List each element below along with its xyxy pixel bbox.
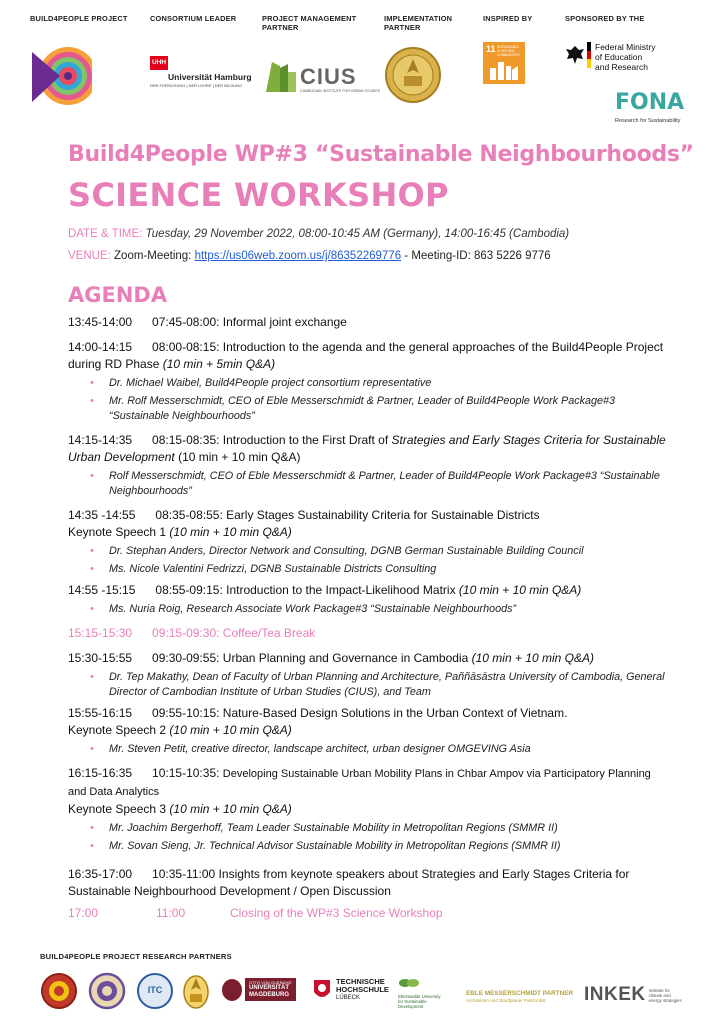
date-row	[68, 228, 569, 240]
partner-label: INSPIRED BY	[483, 14, 533, 23]
agenda-item-text: 14:35 -14:55 08:35-08:55: Early Stages Sustainability Criteria for Sustainable Districts	[68, 508, 540, 522]
thl-mark-icon	[312, 978, 332, 1002]
partner-build4people	[30, 14, 128, 23]
ovgu-line: MAGDEBURG	[249, 992, 289, 998]
agenda-item-text: 14:55 -15:15 08:55-09:15: Introduction to the Impact-Likelihood Matrix	[68, 583, 456, 597]
agenda-item-note: (10 min + 10 min Q&A)	[169, 525, 292, 539]
build4people-logo	[32, 40, 92, 110]
research-partners-label: BUILD4PEOPLE PROJECT RESEARCH PARTNERS	[40, 952, 232, 961]
inkek-line: climate and	[648, 992, 671, 998]
agenda-item	[68, 432, 668, 466]
agenda-item	[68, 866, 668, 900]
agenda-item-note: (10 min + 10 min Q&A)	[471, 651, 595, 665]
partner-label: BUILD4PEOPLE PROJECT	[30, 14, 128, 23]
speaker-bullet: • Ms. Nuria Roig, Research Associate Work Package#3 “Sustainable Neighbourhoods”	[68, 602, 668, 617]
agenda-item	[68, 582, 668, 599]
rp-logo-emp	[466, 990, 573, 1004]
partner-label: PARTNER	[384, 23, 421, 32]
agenda-item-note: (10 min + 10 min Q&A)	[169, 802, 292, 816]
partner-sdg	[483, 14, 533, 57]
city-icon	[489, 60, 519, 80]
speaker-bullet: • Mr. Joachim Bergerhoff, Team Leader Sustainable Mobility in Metropolitan Regions (SMMR II)	[68, 821, 668, 836]
rp-logo-seal-4	[182, 972, 210, 1015]
venue-suffix: - Meeting-ID: 863 5226 9776	[404, 250, 551, 262]
speaker-bullet: • Mr. Steven Petit, creative director, landscape architect, urban designer OMGEVING Asia	[68, 742, 668, 757]
fona-sub: Research for Sustainability	[615, 118, 681, 124]
rp-logo-hnee	[398, 976, 441, 1009]
partner-label: PROJECT MANAGEMENT	[262, 14, 357, 23]
agenda-item-break	[68, 625, 668, 642]
closing-time-cambodia: 17:00	[68, 906, 99, 920]
university-seal-icon	[88, 972, 126, 1010]
cius-building-icon	[262, 58, 302, 94]
speaker-bullet: • Mr. Sovan Sieng, Jr. Technical Advisor Sustainable Mobility in Metropolitan Regions (SMMR II)	[68, 839, 668, 854]
agenda-list	[68, 314, 668, 922]
hnee-leaf-icon	[398, 977, 420, 989]
speaker-bullet: • Dr. Tep Makathy, Dean of Faculty of Urban Planning and Architecture, Paññāsāstra University of Cambodia, General Director of Cambodian Institute of Urban Studies (CIUS), and Team	[68, 670, 668, 700]
partner-label: IMPLEMENTATION	[384, 14, 453, 23]
agenda-item-note: (10 min + 10 min Q&A)	[178, 450, 301, 464]
university-emblem-icon	[182, 972, 210, 1010]
inkek-line: energy strategies	[648, 997, 682, 1003]
agenda-item-note: (10 min + 10 min Q&A)	[169, 723, 292, 737]
venue-prefix: Zoom-Meeting:	[114, 250, 192, 262]
agenda-item-text: 16:35-17:00 10:35-11:00 Insights from keynote speakers about Strategies and Early Stages Criteria for Sustainable Neighbourhood Development / Open Discussion	[68, 867, 633, 898]
cius-name: CIUS	[300, 64, 357, 89]
closing-time-germany: 11:00	[156, 906, 186, 920]
rp-logo-ovgu	[222, 978, 296, 1001]
rp-logo-itc	[136, 972, 174, 1015]
agenda-heading: AGENDA	[68, 283, 168, 307]
agenda-item-note: (10 min + 5min Q&A)	[162, 357, 276, 371]
bmbf-line: Federal Ministry	[595, 42, 656, 52]
agenda-item-text: 14:15-14:35 08:15-08:35: Introduction to the First Draft of	[68, 433, 389, 447]
thl-line: TECHNISCHE	[336, 977, 385, 986]
partner-cius	[262, 14, 381, 93]
venue-label: VENUE:	[68, 250, 111, 262]
hnee-line: for Sustainable	[398, 999, 427, 1004]
agenda-item	[68, 314, 668, 331]
partner-uhh	[150, 14, 252, 88]
itc-text: ITC	[147, 985, 163, 995]
partner-implementation	[384, 14, 452, 32]
page-subtitle: Build4People WP#3 “Sustainable Neighbourhoods”	[68, 142, 694, 167]
inkek-line: Institute for	[648, 987, 670, 993]
partner-label: SPONSORED BY THE	[565, 14, 645, 23]
speaker-bullet: • Dr. Stephan Anders, Director Network and Consulting, DGNB German Sustainable Building Council	[68, 544, 668, 559]
partner-bmbf	[565, 14, 685, 124]
hnee-line: Development	[398, 1004, 424, 1009]
speaker-bullet: • Dr. Michael Waibel, Build4People project consortium representative	[68, 376, 668, 391]
date-label: DATE & TIME:	[68, 228, 143, 240]
inkek-wordmark: INKEK	[584, 984, 646, 1005]
agenda-item-text: 14:00-14:15 08:00-08:15: Introduction to the agenda and the general approaches of the Build4People Project during RD Phase	[68, 340, 667, 371]
agenda-item-text: Developing Sustainable Urban Mobility Plans in Chbar Ampov via Participatory Planning and Data Analytics	[68, 768, 651, 798]
bmbf-name	[595, 42, 675, 72]
speaker-bullet: • Rolf Messerschmidt, CEO of Eble Messerschmidt & Partner, Leader of Build4People Work Package#3 “Sustainable Neighbourhoods”	[68, 469, 668, 499]
flag-stripe	[587, 42, 591, 68]
rp-logo-seal-1	[40, 972, 78, 1015]
uhh-sub: DER FORSCHUNG | DER LEHRE | DER BILDUNG	[150, 83, 243, 88]
fona-logo: FONA	[615, 90, 685, 115]
date-value: Tuesday, 29 November 2022, 08:00-10:45 AM (Germany), 14:00-16:45 (Cambodia)	[145, 228, 570, 240]
agenda-item	[68, 705, 668, 739]
agenda-item-note: (10 min + 10 min Q&A)	[458, 583, 582, 597]
venue-row	[68, 250, 551, 262]
bmbf-line: and Research	[595, 62, 648, 72]
thl-line: LÜBECK	[336, 995, 361, 1001]
agenda-item-text: 15:30-15:55 09:30-09:55: Urban Planning and Governance in Cambodia	[68, 651, 469, 665]
agenda-item	[68, 650, 668, 667]
agenda-item-time: 16:15-16:35 10:15-10:35:	[68, 766, 220, 780]
partner-label: CONSORTIUM LEADER	[150, 14, 237, 23]
page-title: SCIENCE WORKSHOP	[68, 176, 449, 214]
uhh-badge: UHH	[150, 56, 168, 70]
uhh-logo	[150, 56, 260, 88]
agenda-item-sub: Keynote Speech 1	[68, 525, 167, 539]
partner-label: PARTNER	[262, 23, 299, 32]
agenda-item	[68, 765, 668, 818]
thl-line: HOCHSCHULE	[336, 985, 389, 994]
agenda-item-text: 13:45-14:00 07:45-08:00: Informal joint exchange	[68, 315, 347, 329]
agenda-item-sub: Keynote Speech 3	[68, 802, 167, 816]
bmbf-line: of Education	[595, 52, 643, 62]
sdg11-logo	[483, 42, 525, 84]
rp-logo-thl	[312, 978, 389, 1002]
ovgu-portrait-icon	[222, 979, 242, 1001]
agenda-item-italic: Strategies and Early Stages Criteria for Sustainable Urban Development	[68, 433, 666, 464]
agenda-item	[68, 507, 668, 541]
university-seal-icon	[40, 972, 78, 1010]
closing-text: Closing of the WP#3 Science Workshop	[230, 906, 443, 920]
emp-line: Architekten und Stadtplaner PartGmbB	[466, 998, 546, 1003]
agenda-item-sub: Keynote Speech 2	[68, 723, 167, 737]
agenda-item-closing	[68, 905, 668, 922]
cius-sub: CAMBODIAN INSTITUTE FOR URBAN STUDIES	[300, 89, 381, 93]
agenda-item-text: 15:15-15:30 09:15-09:30: Coffee/Tea Break	[68, 626, 316, 640]
speaker-bullet: • Ms. Nicole Valentini Fedrizzi, DGNB Sustainable Districts Consulting	[68, 562, 668, 577]
ovgu-line: UNIVERSITÄT	[249, 985, 290, 991]
emp-line: EBLE MESSERSCHMIDT PARTNER	[466, 990, 574, 997]
implementation-seal-icon	[384, 46, 442, 104]
sdg-number: 11	[486, 44, 496, 54]
partner-strip	[30, 14, 700, 134]
speaker-bullet: • Mr. Rolf Messerschmidt, CEO of Eble Messerschmidt & Partner, Leader of Build4People Work Package#3 “Sustainable Neighbourhoods”	[68, 394, 668, 424]
rp-logo-inkek	[584, 984, 682, 1006]
zoom-link[interactable]: https://us06web.zoom.us/j/86352269776	[194, 250, 402, 262]
rp-logo-seal-2	[88, 972, 126, 1015]
agenda-item-text: 15:55-16:15 09:55-10:15: Nature-Based Design Solutions in the Urban Context of Vietnam.	[68, 706, 568, 720]
ovgu-line: OTTO VON GUERICKE	[249, 980, 292, 985]
hnee-line: Eberswalde University	[398, 994, 441, 999]
sdg-text: SUSTAINABLE CITIES AND COMMUNITIES	[497, 45, 520, 57]
agenda-item	[68, 339, 668, 373]
uhh-name: Universität Hamburg	[168, 72, 252, 82]
federal-eagle-icon	[565, 44, 585, 66]
